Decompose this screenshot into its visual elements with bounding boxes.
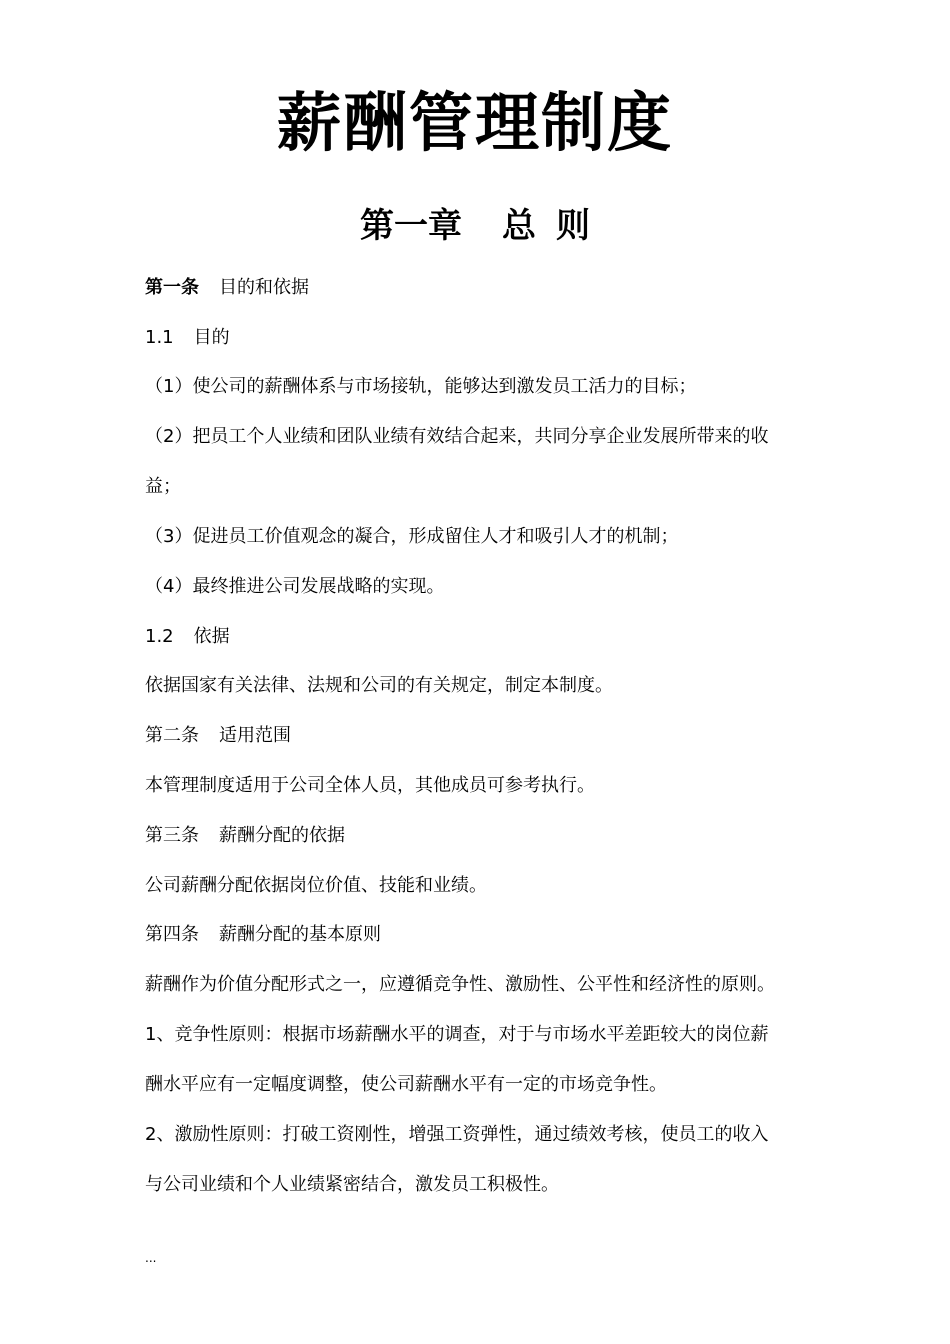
article-3-label: 第三条 [145, 825, 199, 846]
article-4-title: 薪酬分配的基本原则 [219, 924, 381, 945]
distribution-basis-paragraph: 公司薪酬分配依据岗位价值、技能和业绩。 [145, 875, 487, 896]
truncation-ellipsis: ... [145, 1251, 157, 1265]
purpose-item-3: （3）促进员工价值观念的凝合，形成留住人才和吸引人才的机制； [145, 526, 679, 547]
purpose-item-4: （4）最终推进公司发展战略的实现。 [145, 576, 445, 597]
article-2-label: 第二条 [145, 725, 199, 746]
chapter-name-part2: 则 [556, 206, 590, 246]
principles-intro-paragraph: 薪酬作为价值分配形式之一，应遵循竞争性、激励性、公平性和经济性的原则。 [145, 974, 775, 995]
principle-2-line-2: 与公司业绩和个人业绩紧密结合，激发员工积极性。 [145, 1174, 559, 1195]
section-1-2-number: 1.2 [145, 626, 174, 647]
section-1-2-heading [145, 624, 815, 650]
principle-1-line-1: 1、竞争性原则：根据市场薪酬水平的调查，对于与市场水平差距较大的岗位薪 [145, 1024, 769, 1045]
article-4-heading [145, 922, 815, 948]
basis-paragraph: 依据国家有关法律、法规和公司的有关规定，制定本制度。 [145, 675, 613, 696]
principle-2-line-1: 2、激励性原则：打破工资刚性，增强工资弹性，通过绩效考核，使员工的收入 [145, 1124, 769, 1145]
chapter-heading [0, 202, 950, 250]
article-2-heading [145, 723, 815, 749]
article-1-heading [145, 275, 815, 301]
article-4-label: 第四条 [145, 924, 199, 945]
purpose-item-2-continued: 益； [145, 476, 181, 497]
article-3-title: 薪酬分配的依据 [219, 825, 345, 846]
scope-paragraph: 本管理制度适用于公司全体人员，其他成员可参考执行。 [145, 775, 595, 796]
article-2-title: 适用范围 [219, 725, 291, 746]
article-1-label: 第一条 [145, 277, 199, 298]
section-1-1-heading [145, 325, 815, 351]
article-1-title: 目的和依据 [219, 277, 309, 298]
section-1-2-title: 依据 [193, 626, 230, 647]
article-3-heading [145, 823, 815, 849]
section-1-1-number: 1.1 [145, 327, 174, 348]
chapter-name-part1: 总 [502, 206, 536, 246]
document-title: 薪酬管理制度 [277, 87, 673, 161]
section-1-1-title: 目的 [193, 327, 230, 348]
chapter-number: 第一章 [360, 206, 462, 246]
purpose-item-2: （2）把员工个人业绩和团队业绩有效结合起来，共同分享企业发展所带来的收 [145, 426, 769, 447]
principle-1-line-2: 酬水平应有一定幅度调整，使公司薪酬水平有一定的市场竞争性。 [145, 1074, 667, 1095]
purpose-item-1: （1）使公司的薪酬体系与市场接轨，能够达到激发员工活力的目标； [145, 376, 697, 397]
